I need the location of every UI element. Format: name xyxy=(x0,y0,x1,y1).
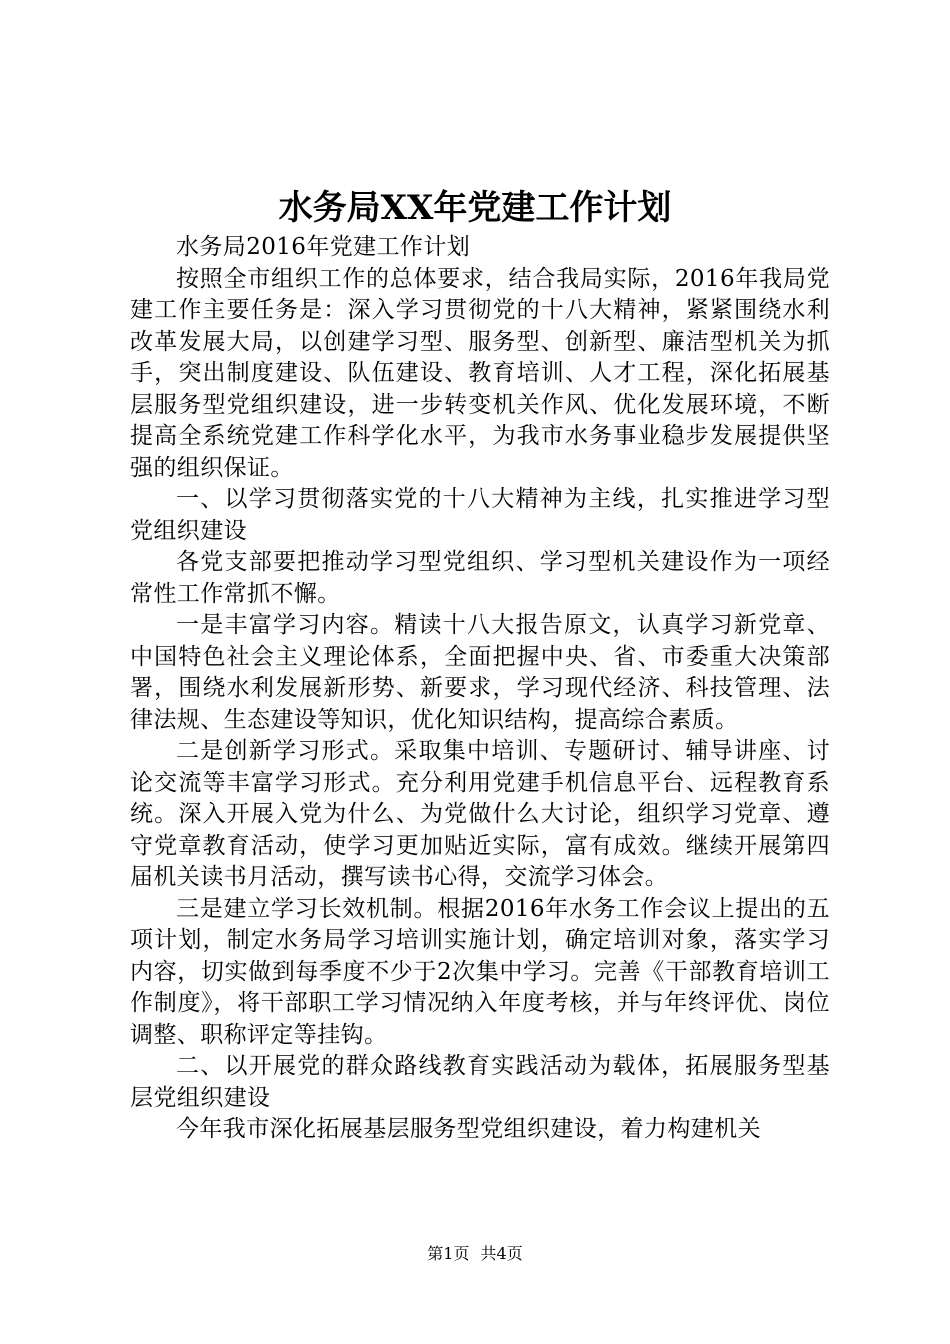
section-heading-2: 二、以开展党的群众路线教育实践活动为载体，拓展服务型基层党组织建设 xyxy=(130,1053,830,1111)
paragraph: 二是创新学习形式。采取集中培训、专题研讨、辅导讲座、讨论交流等丰富学习形式。充分利用党建手机信息平台、远程教育系统。深入开展入党为什么、为党做什么大讨论，组织学习党章、遵守党章教育活动，使学习更加贴近实际，富有成效。继续开展第四届机关读书月活动，撰写读书心得，交流学习体会。 xyxy=(130,738,830,890)
paragraph-intro: 按照全市组织工作的总体要求，结合我局实际，2016年我局党建工作主要任务是：深入学习贯彻党的十八大精神，紧紧围绕水利改革发展大局，以创建学习型、服务型、创新型、廉洁型机关为抓手，突出制度建设、队伍建设、教育培训、人才工程，深化拓展基层服务型党组织建设，进一步转变机关作风、优化发展环境，不断提高全系统党建工作科学化水平，为我市水务事业稳步发展提供坚强的组织保证。 xyxy=(130,265,830,481)
paragraph: 三是建立学习长效机制。根据2016年水务工作会议上提出的五项计划，制定水务局学习培训实施计划，确定培训对象，落实学习内容，切实做到每季度不少于2次集中学习。完善《干部教育培训工作制度》，将干部职工学习情况纳入年度考核，并与年终评优、岗位调整、职称评定等挂钩。 xyxy=(130,895,830,1048)
paragraph-subtitle: 水务局2016年党建工作计划 xyxy=(176,234,471,260)
section-heading-1: 一、以学习贯彻落实党的十八大精神为主线，扎实推进学习型党组织建设 xyxy=(130,486,830,544)
paragraph: 一是丰富学习内容。精读十八大报告原文，认真学习新党章、中国特色社会主义理论体系，全面把握中央、省、市委重大决策部署，围绕水利发展新形势、新要求，学习现代经济、科技管理、法律法规、生态建设等知识，优化知识结构，提高综合素质。 xyxy=(130,612,830,733)
page-number: 第1页 xyxy=(427,1244,470,1263)
document-body xyxy=(130,232,830,1146)
document-title: 水务局XX年党建工作计划 xyxy=(278,188,672,228)
page-footer xyxy=(0,1243,950,1265)
paragraph: 今年我市深化拓展基层服务型党组织建设，着力构建机关 xyxy=(176,1116,761,1142)
page-total: 共4页 xyxy=(480,1244,523,1263)
paragraph: 各党支部要把推动学习型党组织、学习型机关建设作为一项经常性工作常抓不懈。 xyxy=(130,549,830,607)
